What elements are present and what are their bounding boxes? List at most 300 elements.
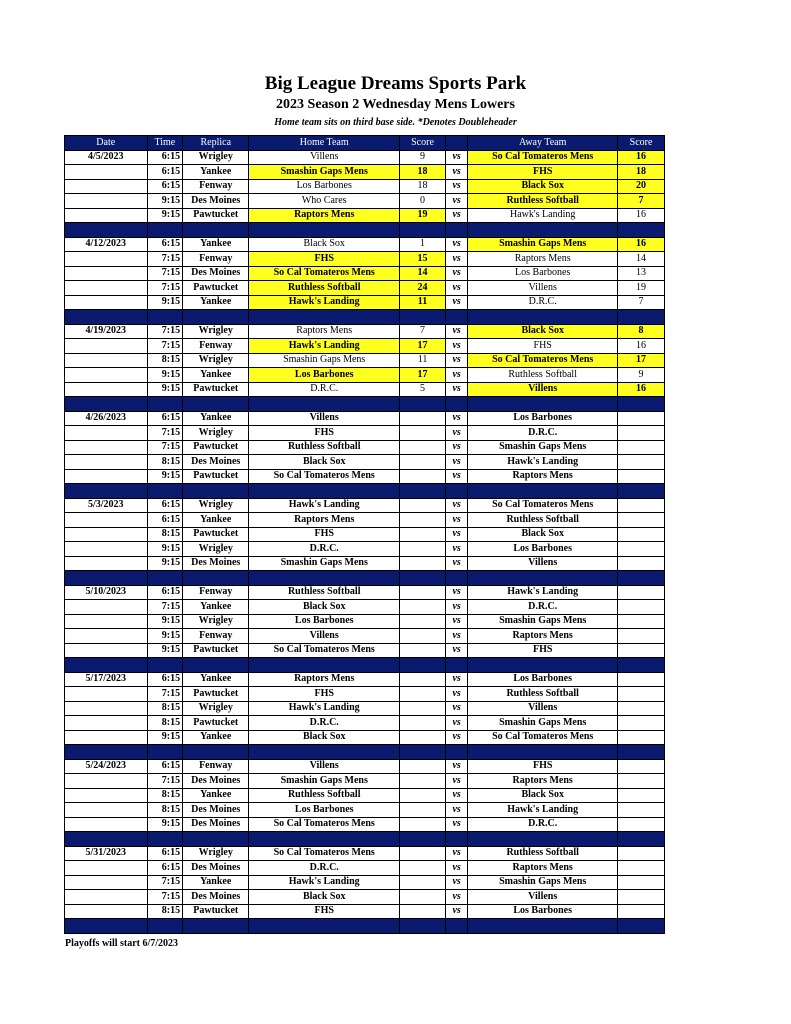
separator-cell: [65, 223, 148, 238]
separator-cell: [147, 919, 183, 934]
home-team: Los Barbones: [249, 179, 400, 194]
game-row: [65, 324, 665, 339]
away-team: Black Sox: [468, 179, 618, 194]
game-time: 9:15: [147, 643, 183, 658]
home-score: [400, 672, 446, 687]
home-score: 1: [400, 237, 446, 252]
game-time: 6:15: [147, 498, 183, 513]
away-score: 7: [618, 295, 665, 310]
game-replica: Pawtucket: [183, 527, 249, 542]
game-date: [65, 875, 148, 890]
game-row: [65, 382, 665, 397]
game-time: 8:15: [147, 455, 183, 470]
separator-cell: [400, 658, 446, 673]
separator-cell: [618, 745, 665, 760]
home-team: Hawk's Landing: [249, 498, 400, 513]
home-team: D.R.C.: [249, 861, 400, 876]
separator-cell: [65, 310, 148, 325]
away-score: [618, 904, 665, 919]
game-time: 9:15: [147, 614, 183, 629]
vs-label: vs: [445, 208, 467, 223]
col-home-team: Home Team: [249, 136, 400, 151]
game-time: 8:15: [147, 716, 183, 731]
away-team: Los Barbones: [468, 672, 618, 687]
game-time: 8:15: [147, 904, 183, 919]
vs-label: vs: [445, 759, 467, 774]
away-score: 16: [618, 208, 665, 223]
home-score: [400, 788, 446, 803]
game-time: 6:15: [147, 411, 183, 426]
home-team: Villens: [249, 411, 400, 426]
game-time: 7:15: [147, 600, 183, 615]
game-replica: Fenway: [183, 339, 249, 354]
header-row: [65, 136, 665, 151]
separator-cell: [618, 484, 665, 499]
game-row: [65, 861, 665, 876]
separator-cell: [445, 745, 467, 760]
vs-label: vs: [445, 643, 467, 658]
separator-cell: [249, 832, 400, 847]
away-team: Raptors Mens: [468, 774, 618, 789]
vs-label: vs: [445, 281, 467, 296]
home-score: 5: [400, 382, 446, 397]
separator-cell: [147, 745, 183, 760]
game-date: [65, 513, 148, 528]
home-score: 18: [400, 165, 446, 180]
home-team: Hawk's Landing: [249, 295, 400, 310]
separator-cell: [445, 310, 467, 325]
col-time: Time: [147, 136, 183, 151]
game-replica: Des Moines: [183, 861, 249, 876]
game-date: [65, 455, 148, 470]
game-row: [65, 339, 665, 354]
vs-label: vs: [445, 237, 467, 252]
game-row: [65, 556, 665, 571]
col-vs: [445, 136, 467, 151]
game-date: 5/3/2023: [65, 498, 148, 513]
home-score: [400, 585, 446, 600]
vs-label: vs: [445, 426, 467, 441]
home-score: [400, 687, 446, 702]
home-score: 11: [400, 295, 446, 310]
home-score: [400, 469, 446, 484]
separator-cell: [65, 397, 148, 412]
game-time: 7:15: [147, 324, 183, 339]
game-time: 7:15: [147, 252, 183, 267]
separator-cell: [445, 919, 467, 934]
separator-cell: [249, 571, 400, 586]
away-team: Smashin Gaps Mens: [468, 237, 618, 252]
game-date: [65, 600, 148, 615]
game-time: 7:15: [147, 774, 183, 789]
game-replica: Des Moines: [183, 556, 249, 571]
schedule-table: [64, 135, 665, 934]
game-date: [65, 701, 148, 716]
separator-cell: [618, 397, 665, 412]
vs-label: vs: [445, 150, 467, 165]
vs-label: vs: [445, 585, 467, 600]
game-time: 9:15: [147, 194, 183, 209]
vs-label: vs: [445, 701, 467, 716]
away-team: Ruthless Softball: [468, 513, 618, 528]
game-time: 8:15: [147, 353, 183, 368]
away-team: So Cal Tomateros Mens: [468, 353, 618, 368]
separator-cell: [249, 658, 400, 673]
away-team: Los Barbones: [468, 411, 618, 426]
game-date: 4/5/2023: [65, 150, 148, 165]
away-score: [618, 774, 665, 789]
game-row: [65, 426, 665, 441]
away-score: [618, 629, 665, 644]
away-score: [618, 672, 665, 687]
game-time: 7:15: [147, 890, 183, 905]
vs-label: vs: [445, 527, 467, 542]
separator-cell: [618, 832, 665, 847]
vs-label: vs: [445, 803, 467, 818]
game-row: [65, 875, 665, 890]
game-time: 6:15: [147, 165, 183, 180]
schedule-body: [65, 150, 665, 933]
home-team: FHS: [249, 252, 400, 267]
separator-cell: [468, 397, 618, 412]
game-date: [65, 295, 148, 310]
game-replica: Yankee: [183, 788, 249, 803]
home-team: Black Sox: [249, 237, 400, 252]
away-score: [618, 455, 665, 470]
game-replica: Yankee: [183, 672, 249, 687]
col-home-score: Score: [400, 136, 446, 151]
vs-label: vs: [445, 165, 467, 180]
game-time: 8:15: [147, 788, 183, 803]
away-team: Hawk's Landing: [468, 585, 618, 600]
separator-cell: [400, 310, 446, 325]
away-team: Smashin Gaps Mens: [468, 440, 618, 455]
vs-label: vs: [445, 179, 467, 194]
home-score: [400, 426, 446, 441]
col-replica: Replica: [183, 136, 249, 151]
game-row: [65, 600, 665, 615]
home-team: Raptors Mens: [249, 208, 400, 223]
separator-cell: [400, 919, 446, 934]
away-team: Ruthless Softball: [468, 687, 618, 702]
game-replica: Yankee: [183, 237, 249, 252]
separator-cell: [468, 658, 618, 673]
game-date: [65, 542, 148, 557]
game-row: [65, 165, 665, 180]
separator-cell: [183, 484, 249, 499]
vs-label: vs: [445, 890, 467, 905]
game-row: [65, 788, 665, 803]
game-date: [65, 556, 148, 571]
game-date: 4/12/2023: [65, 237, 148, 252]
home-team: Villens: [249, 759, 400, 774]
game-date: [65, 614, 148, 629]
away-team: Black Sox: [468, 324, 618, 339]
home-team: So Cal Tomateros Mens: [249, 817, 400, 832]
separator-cell: [468, 919, 618, 934]
away-score: 20: [618, 179, 665, 194]
home-score: 7: [400, 324, 446, 339]
away-team: Los Barbones: [468, 266, 618, 281]
away-team: Villens: [468, 701, 618, 716]
away-team: So Cal Tomateros Mens: [468, 498, 618, 513]
vs-label: vs: [445, 382, 467, 397]
game-replica: Des Moines: [183, 455, 249, 470]
home-team: Smashin Gaps Mens: [249, 353, 400, 368]
separator-cell: [249, 919, 400, 934]
footer-note: Playoffs will start 6/7/2023: [65, 938, 179, 949]
game-date: [65, 266, 148, 281]
home-team: Los Barbones: [249, 614, 400, 629]
week-separator: [65, 571, 665, 586]
home-team: Hawk's Landing: [249, 875, 400, 890]
game-replica: Wrigley: [183, 353, 249, 368]
separator-cell: [183, 397, 249, 412]
game-replica: Wrigley: [183, 498, 249, 513]
vs-label: vs: [445, 498, 467, 513]
away-score: [618, 542, 665, 557]
away-team: D.R.C.: [468, 600, 618, 615]
game-date: 5/10/2023: [65, 585, 148, 600]
game-replica: Des Moines: [183, 890, 249, 905]
separator-cell: [400, 832, 446, 847]
home-score: [400, 513, 446, 528]
vs-label: vs: [445, 556, 467, 571]
vs-label: vs: [445, 629, 467, 644]
game-replica: Pawtucket: [183, 208, 249, 223]
game-replica: Wrigley: [183, 426, 249, 441]
game-date: [65, 527, 148, 542]
home-team: Raptors Mens: [249, 672, 400, 687]
col-away-score: Score: [618, 136, 665, 151]
home-team: Ruthless Softball: [249, 788, 400, 803]
away-score: [618, 788, 665, 803]
separator-cell: [445, 484, 467, 499]
home-score: [400, 803, 446, 818]
game-replica: Fenway: [183, 252, 249, 267]
separator-cell: [400, 745, 446, 760]
vs-label: vs: [445, 194, 467, 209]
separator-cell: [400, 571, 446, 586]
game-date: [65, 440, 148, 455]
game-replica: Wrigley: [183, 150, 249, 165]
vs-label: vs: [445, 846, 467, 861]
home-team: Black Sox: [249, 890, 400, 905]
away-team: Hawk's Landing: [468, 455, 618, 470]
vs-label: vs: [445, 411, 467, 426]
game-time: 6:15: [147, 585, 183, 600]
home-score: 9: [400, 150, 446, 165]
game-row: [65, 614, 665, 629]
away-team: FHS: [468, 165, 618, 180]
home-score: [400, 629, 446, 644]
separator-cell: [183, 919, 249, 934]
away-team: Raptors Mens: [468, 469, 618, 484]
home-team: Hawk's Landing: [249, 701, 400, 716]
home-score: [400, 440, 446, 455]
week-separator: [65, 397, 665, 412]
separator-cell: [468, 484, 618, 499]
game-row: [65, 687, 665, 702]
away-team: Hawk's Landing: [468, 803, 618, 818]
vs-label: vs: [445, 861, 467, 876]
vs-label: vs: [445, 513, 467, 528]
game-row: [65, 353, 665, 368]
away-team: So Cal Tomateros Mens: [468, 150, 618, 165]
home-team: Black Sox: [249, 730, 400, 745]
separator-cell: [65, 484, 148, 499]
home-score: [400, 455, 446, 470]
game-time: 7:15: [147, 440, 183, 455]
away-score: 16: [618, 150, 665, 165]
game-time: 6:15: [147, 513, 183, 528]
game-row: [65, 368, 665, 383]
game-row: [65, 527, 665, 542]
week-separator: [65, 310, 665, 325]
game-date: [65, 716, 148, 731]
game-time: 7:15: [147, 266, 183, 281]
away-score: 19: [618, 281, 665, 296]
home-team: FHS: [249, 426, 400, 441]
home-score: [400, 527, 446, 542]
vs-label: vs: [445, 252, 467, 267]
separator-cell: [183, 310, 249, 325]
vs-label: vs: [445, 455, 467, 470]
vs-label: vs: [445, 687, 467, 702]
away-team: Black Sox: [468, 788, 618, 803]
page-subtitle: 2023 Season 2 Wednesday Mens Lowers: [276, 97, 515, 112]
week-separator: [65, 484, 665, 499]
separator-cell: [445, 223, 467, 238]
game-replica: Yankee: [183, 600, 249, 615]
separator-cell: [65, 745, 148, 760]
game-replica: Wrigley: [183, 701, 249, 716]
separator-cell: [183, 745, 249, 760]
vs-label: vs: [445, 469, 467, 484]
home-team: So Cal Tomateros Mens: [249, 643, 400, 658]
vs-label: vs: [445, 904, 467, 919]
game-row: [65, 281, 665, 296]
game-date: [65, 469, 148, 484]
home-score: 24: [400, 281, 446, 296]
separator-cell: [147, 571, 183, 586]
game-replica: Wrigley: [183, 542, 249, 557]
game-date: [65, 861, 148, 876]
game-row: [65, 643, 665, 658]
away-score: [618, 600, 665, 615]
game-row: [65, 513, 665, 528]
separator-cell: [400, 397, 446, 412]
home-team: So Cal Tomateros Mens: [249, 469, 400, 484]
away-score: [618, 861, 665, 876]
vs-label: vs: [445, 324, 467, 339]
game-date: [65, 252, 148, 267]
game-time: 6:15: [147, 759, 183, 774]
game-replica: Pawtucket: [183, 716, 249, 731]
away-score: [618, 730, 665, 745]
game-time: 8:15: [147, 701, 183, 716]
home-score: [400, 600, 446, 615]
vs-label: vs: [445, 788, 467, 803]
separator-cell: [468, 832, 618, 847]
separator-cell: [249, 223, 400, 238]
game-row: [65, 295, 665, 310]
away-team: Smashin Gaps Mens: [468, 614, 618, 629]
col-away-team: Away Team: [468, 136, 618, 151]
separator-cell: [445, 397, 467, 412]
home-team: So Cal Tomateros Mens: [249, 266, 400, 281]
game-time: 6:15: [147, 150, 183, 165]
away-team: Raptors Mens: [468, 629, 618, 644]
game-replica: Fenway: [183, 179, 249, 194]
game-time: 9:15: [147, 629, 183, 644]
home-score: 17: [400, 339, 446, 354]
game-row: [65, 455, 665, 470]
away-team: D.R.C.: [468, 817, 618, 832]
game-replica: Yankee: [183, 411, 249, 426]
away-score: [618, 687, 665, 702]
separator-cell: [65, 658, 148, 673]
home-score: [400, 890, 446, 905]
away-team: So Cal Tomateros Mens: [468, 730, 618, 745]
game-replica: Des Moines: [183, 803, 249, 818]
game-time: 9:15: [147, 542, 183, 557]
away-team: Villens: [468, 556, 618, 571]
away-score: [618, 759, 665, 774]
game-date: 5/17/2023: [65, 672, 148, 687]
game-replica: Des Moines: [183, 817, 249, 832]
game-row: [65, 672, 665, 687]
home-team: Ruthless Softball: [249, 585, 400, 600]
game-replica: Wrigley: [183, 324, 249, 339]
week-separator: [65, 658, 665, 673]
away-score: [618, 513, 665, 528]
home-score: 0: [400, 194, 446, 209]
separator-cell: [468, 223, 618, 238]
separator-cell: [147, 832, 183, 847]
home-score: 19: [400, 208, 446, 223]
week-separator: [65, 832, 665, 847]
vs-label: vs: [445, 368, 467, 383]
game-date: 5/24/2023: [65, 759, 148, 774]
game-time: 9:15: [147, 382, 183, 397]
game-date: 4/26/2023: [65, 411, 148, 426]
home-score: 11: [400, 353, 446, 368]
game-time: 9:15: [147, 368, 183, 383]
game-replica: Wrigley: [183, 846, 249, 861]
home-score: [400, 498, 446, 513]
home-team: So Cal Tomateros Mens: [249, 846, 400, 861]
game-replica: Wrigley: [183, 614, 249, 629]
game-date: [65, 890, 148, 905]
away-team: Ruthless Softball: [468, 846, 618, 861]
game-time: 7:15: [147, 426, 183, 441]
game-row: [65, 730, 665, 745]
away-team: Los Barbones: [468, 542, 618, 557]
week-separator: [65, 223, 665, 238]
away-score: 17: [618, 353, 665, 368]
away-score: 8: [618, 324, 665, 339]
game-time: 9:15: [147, 208, 183, 223]
game-date: [65, 730, 148, 745]
separator-cell: [400, 223, 446, 238]
home-score: [400, 614, 446, 629]
game-date: [65, 179, 148, 194]
away-team: Villens: [468, 281, 618, 296]
game-replica: Pawtucket: [183, 382, 249, 397]
home-team: Smashin Gaps Mens: [249, 165, 400, 180]
away-team: Smashin Gaps Mens: [468, 716, 618, 731]
